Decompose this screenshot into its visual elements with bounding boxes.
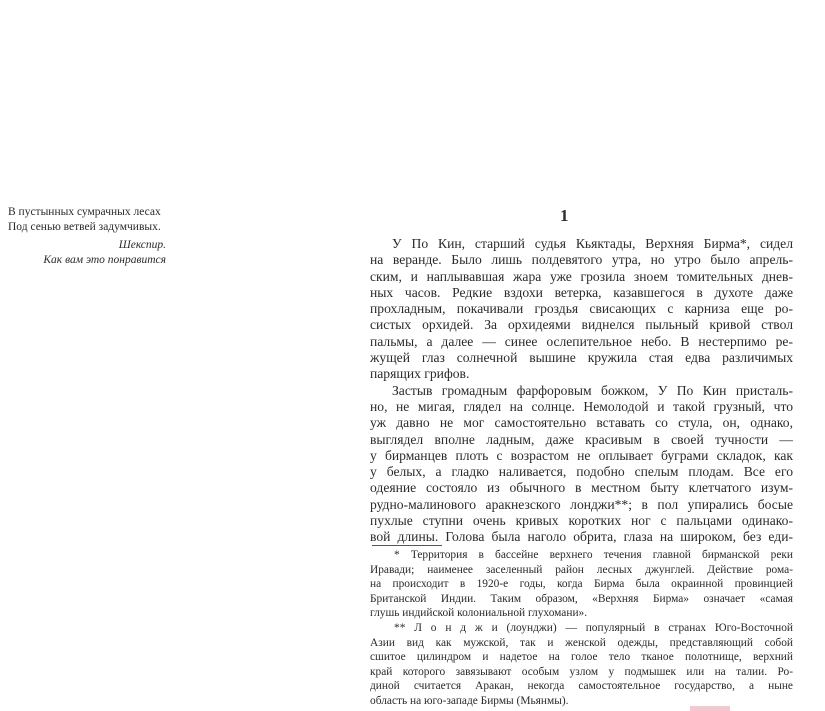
footnote-line: * Территория в бассейне верхнего течения главной бирманской реки [394, 549, 793, 561]
body-line: одеяние состояло из обычного в местном быту клетчатого изум- [370, 480, 793, 496]
body-line: прохладным, покачивали гроздья свисающих с карниза еще ро- [370, 301, 793, 317]
body-line: уж давно не мог самостоятельно вставать со стула, он, однако, [370, 415, 793, 431]
footnote-line: глушь индийской колониальной глухомани». [370, 607, 588, 620]
footnote-line: на происходит в 1920-е годы, когда Бирма была окраинной провинцией [370, 578, 793, 591]
footnote-line: Британской Индии. Таким образом, «Верхняя Бирма» означает «самая [370, 592, 793, 605]
body-line: у белых, а гладко наливается, подобно спелым плодам. Все его [370, 464, 793, 480]
epigraph-work: Как вам это понравится [43, 254, 166, 266]
body-line: Застыв громадным фарфоровым божком, У По Кин присталь- [392, 382, 793, 398]
body-line: вой длины. Голова была наголо обрита, глаза на широком, без еди- [370, 529, 793, 545]
epigraph-author: Шекспир. [118, 239, 166, 251]
footnote-line: Азии вид как мужской, так и женской одежды, представляющий собой [370, 636, 793, 649]
body-line: у бирманцев плоть с возрастом не оплывает буграми складок, как [370, 447, 793, 463]
body-line: У По Кин, старший судья Кьяктады, Верхняя Бирма*, сидел [392, 236, 793, 251]
body-line: выглядел вполне ладным, даже красивым в своей тучности — [370, 431, 793, 447]
body-line: ским, и наплывавшая жара уже грозила зноем томительных днев- [370, 268, 793, 284]
epigraph [8, 205, 166, 268]
body-line: парящих грифов. [370, 366, 470, 382]
footnote-line: Иравади; наименее заселенный район лесных джунглей. Действие рома- [370, 563, 793, 576]
body-line: рудно-малинового аракнезского лонджи**; в пол упирались босые [370, 496, 793, 512]
epigraph-line: Под сенью ветвей задумчивых. [8, 221, 161, 233]
footnote-line: сшитое цилиндром и надетое на голое тело тканое полотнище, верхний [370, 651, 793, 664]
epigraph-line: В пустынных сумрачных лесах [8, 206, 161, 218]
body-line: ных часов. Редкие вздохи ветерка, казавшегося в духоте даже [370, 284, 793, 300]
body-line: жущей глаз солнечной вышине кружила стая едва различимых [370, 350, 793, 366]
footnote-line: область на юго-западе Бирмы (Мьянмы). [370, 694, 569, 707]
scan-mark [690, 706, 730, 711]
body-line: на веранде. Было лишь полдевятого утра, но утро было апрель- [370, 252, 793, 268]
footnote-divider [372, 545, 442, 546]
body-text [370, 236, 793, 546]
body-line: но, не мигая, глядел на солнце. Немолодой и такой грузный, что [370, 398, 793, 414]
body-line: пальмы, а далее — синее ослепительное небо. В нестерпимо ре- [370, 333, 793, 349]
footnote-line: диной считается Аракан, некогда самостоятельное государство, а ныне [370, 680, 793, 693]
body-line: пухлые ступни очень кривых коротких ног с пальцами одинако- [370, 513, 793, 529]
footnote-line: ** Л о н д ж и (лоунджи) — популярный в странах Юго-Восточной [394, 621, 793, 634]
chapter-number: 1 [560, 206, 569, 225]
footnotes [370, 548, 793, 709]
footnote-line: край которого завязывают особым узлом у подмышек или на талии. Ро- [370, 665, 793, 678]
body-line: систых орхидей. За орхидеями виднелся пыльный кривой ствол [370, 317, 793, 333]
